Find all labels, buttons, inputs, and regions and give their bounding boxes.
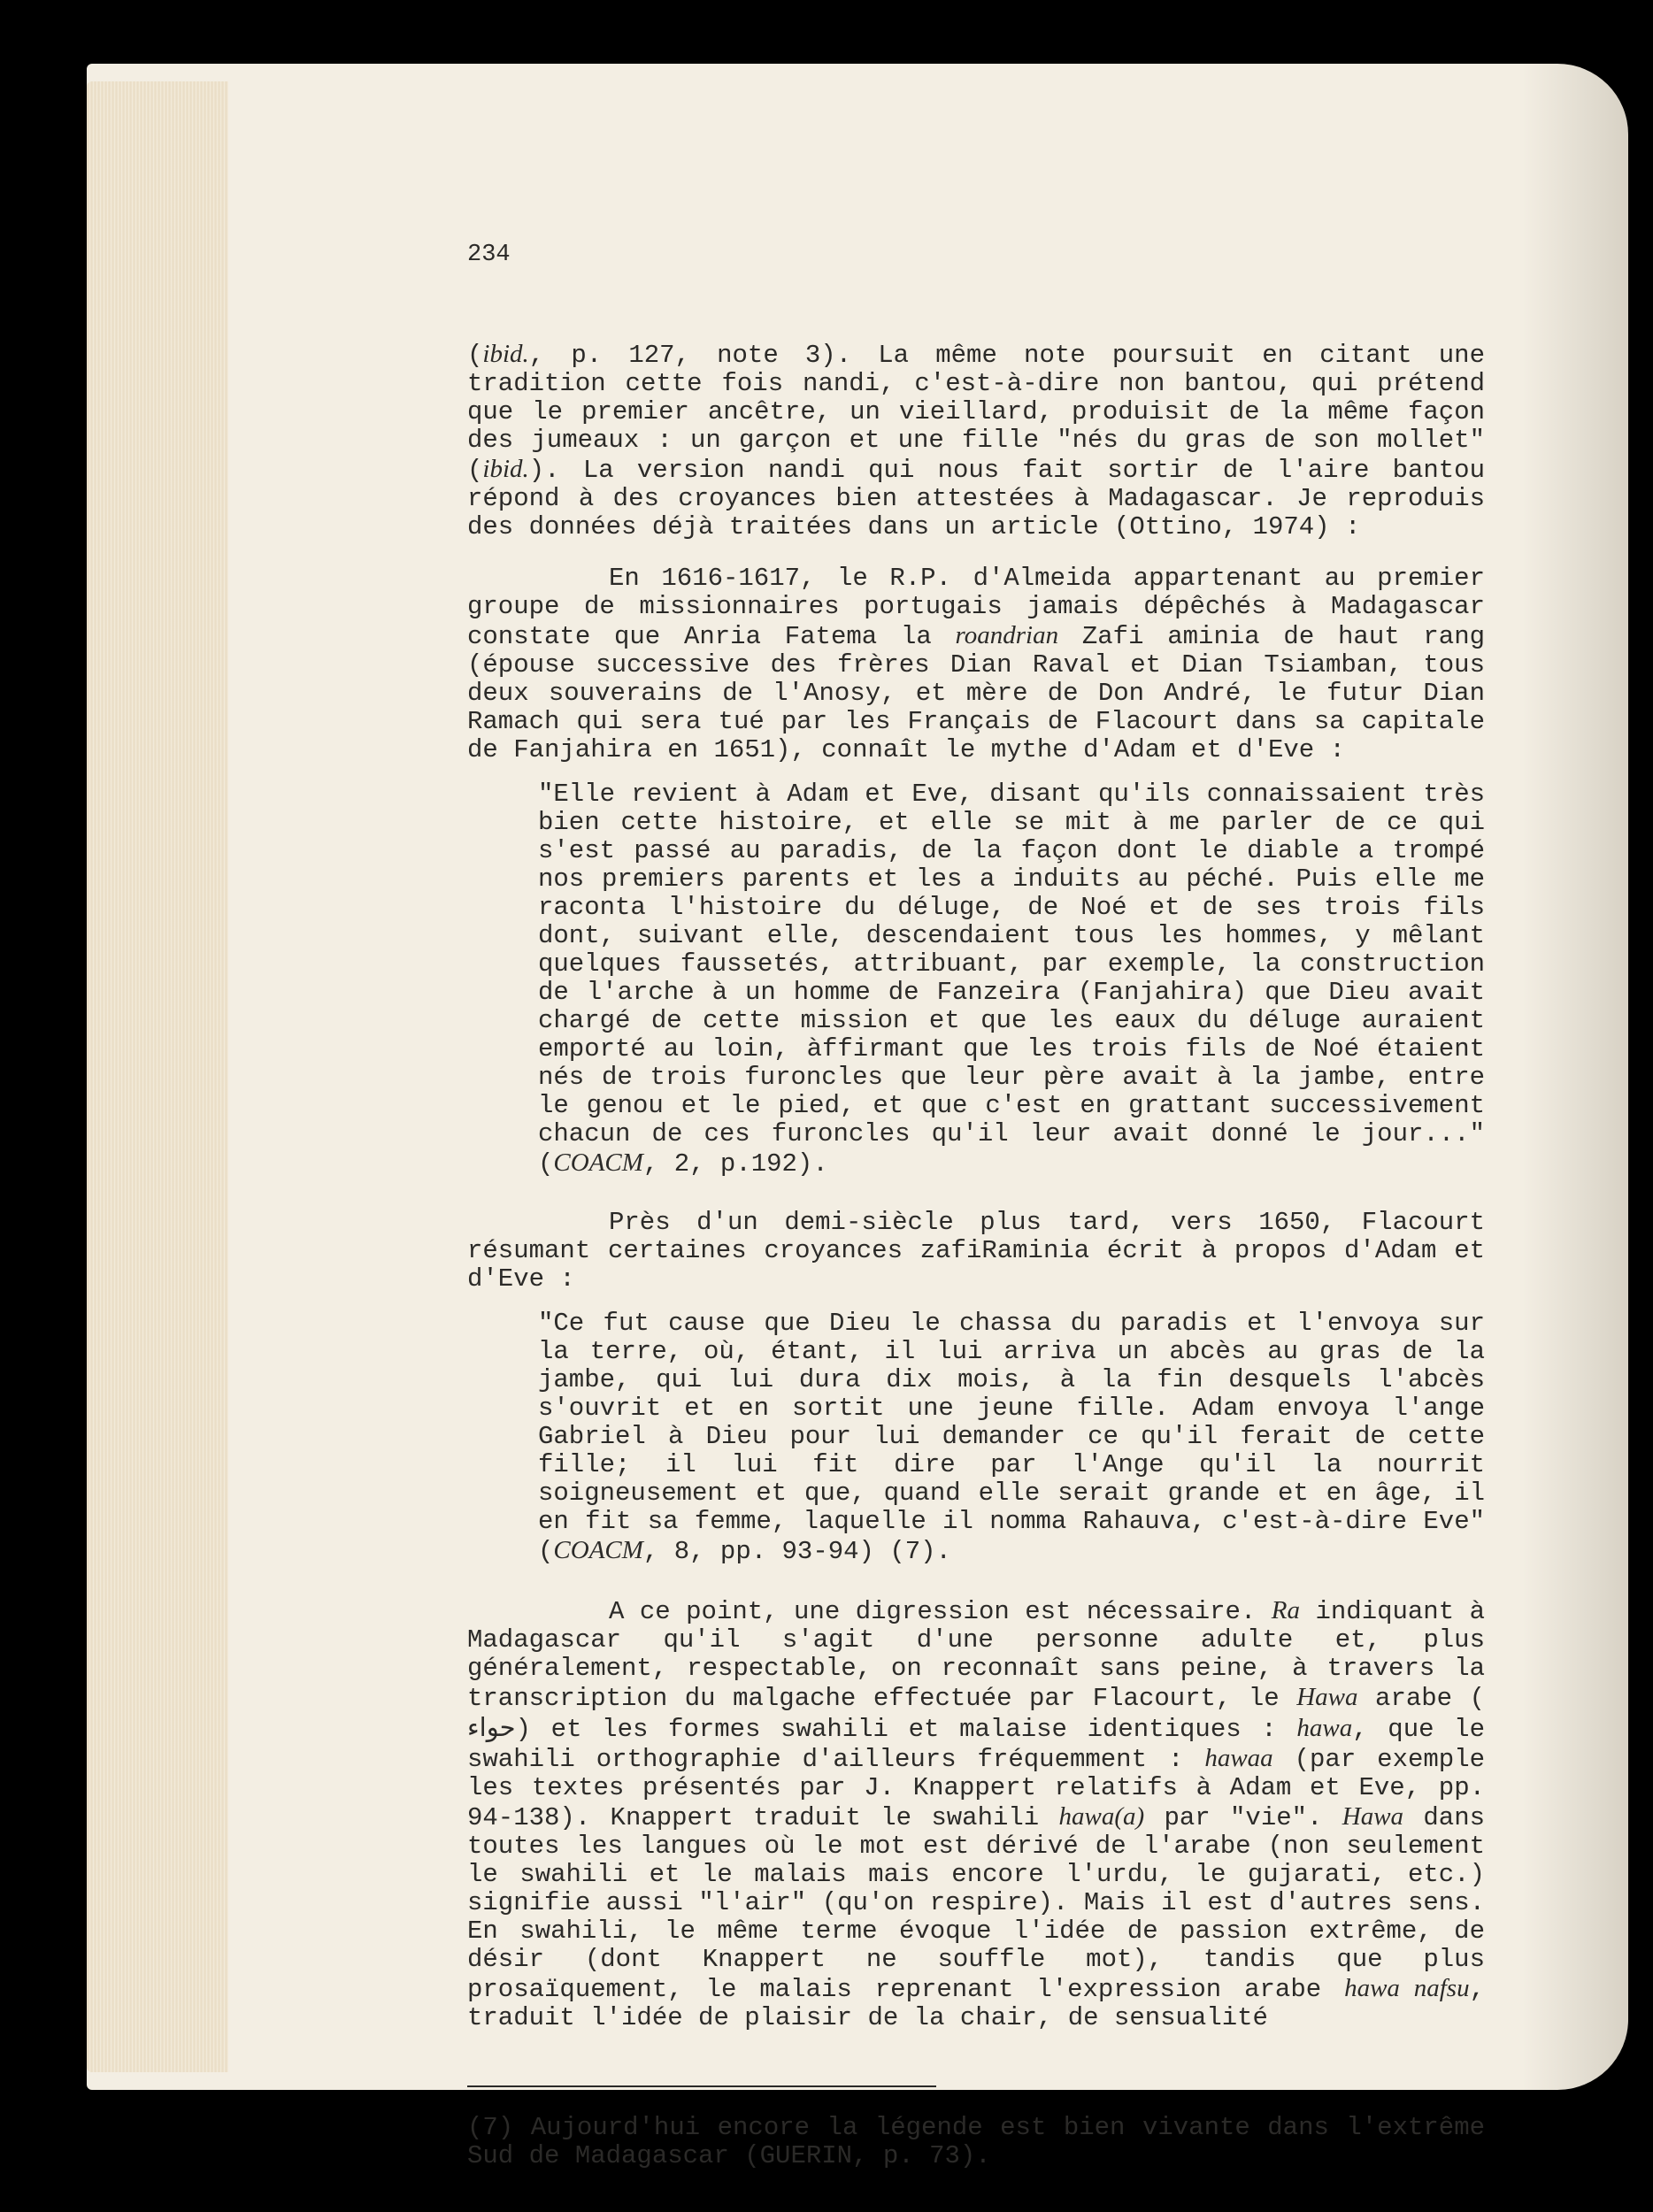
page-number: 234 xyxy=(467,242,511,268)
book-page xyxy=(87,64,1628,2170)
paragraph-4: A ce point, une digression est nécessaire. Ra indiquant à Madagascar qu'il s'agit d'une personne adulte et, plus généralement, respectable, on reconnaît sans peine, à travers la transcription du malgache effectuée par Flacourt, le Hawa arabe ( حواء) et les formes swahili et malaise identiques : hawa, que le swahili orthographie d'ailleurs fréquemment : hawaa (par exemple les textes présentés par J. Knappert relatifs à Adam et Eve, pp. 94-138). Knappert traduit le swahili hawa(a) par "vie". Hawa dans toutes les langues où le mot est dérivé de l'arabe (non seulement le swahili et le malais mais encore l'urdu, le gujarati, etc.) signifie aussi "l'air" (qu'on respire). Mais il est d'autres sens. En swahili, le même terme évoque l'idée de passion extrême, de désir (dont Knappert ne souffle mot), tandis que plus prosaïquement, le malais reprenant l'expression arabe hawa nafsu, traduit l'idée de plaisir de la chair, de sensualité xyxy=(467,1596,1486,2032)
quotation-2: "Ce fut cause que Dieu le chassa du paradis et l'envoya sur la terre, où, étant, il lui arriva un abcès au gras de la jambe, qui lui dura dix mois, à la fin desquels l'abcès s'ouvrit et en sortit une jeune fille. Adam envoya l'ange Gabriel à Dieu pour lui demander ce qu'il ferait de cette fille; il lui fit dire par l'Ange qu'il la nourrit soigneusement et que, quand elle serait grande et en âge, il en fit sa femme, laquelle il nomma Rahauva, c'est-à-dire Eve" (COACM, 8, pp. 93-94) (7). xyxy=(538,1309,1485,1566)
paragraph-2: En 1616-1617, le R.P. d'Almeida appartenant au premier groupe de missionnaires portugais jamais dépêchés à Madagascar constate que Anria Fatema la roandrian Zafi aminia de haut rang (épouse successive des frères Dian Raval et Dian Tsiamban, tous deux souverains de l'Anosy, et mère de Don André, le futur Dian Ramach qui sera tué par les Français de Flacourt dans sa capitale de Fanjahira en 1651), connaît le mythe d'Adam et d'Eve : xyxy=(467,564,1486,764)
footnote-7: (7) Aujourd'hui encore la légende est bien vivante dans l'extrême Sud de Madagascar (GUERIN, p. 73). xyxy=(467,2113,1485,2170)
page-text xyxy=(467,241,1485,2170)
quotation-1: "Elle revient à Adam et Eve, disant qu'ils connaissaient très bien cette histoire, et elle se mit à me parler de ce qui s'est passé au paradis, de la façon dont le diable a trompé nos premiers parents et les a induits au péché. Puis elle me raconta l'histoire du déluge, de Noé et de ses trois fils dont, suivant elle, descendaient tous les hommes, y mêlant quelques faussetés, attribuant, par exemple, la construction de l'arche à un homme de Fanzeira (Fanjahira) que Dieu avait chargé de cette mission et que les eaux du déluge auraient emporté au loin, àffirmant que les trois fils de Noé étaient nés de trois furoncles que leur père avait à la jambe, entre le genou et le pied, et que c'est en grattant successivement chacun de ces furoncles qu'il leur avait donné le jour..." (COACM, 2, p.192). xyxy=(538,780,1485,1179)
page-edges xyxy=(87,81,228,2072)
arabic-word: حواء xyxy=(467,1712,516,1742)
footnote-divider xyxy=(467,2085,936,2087)
paragraph-1: (ibid., p. 127, note 3). La même note poursuit en citant une tradition cette fois nandi, c'est-à-dire non bantou, qui prétend que le premier ancêtre, un vieillard, produisit de la même façon des jumeaux : un garçon et une fille "nés du gras de son mollet" (ibid.). La version nandi qui nous fait sortir de l'aire bantou répond à des croyances bien attestées à Madagascar. Je reproduis des données déjà traitées dans un article (Ottino, 1974) : xyxy=(467,340,1485,541)
paragraph-3: Près d'un demi-siècle plus tard, vers 1650, Flacourt résumant certaines croyances zafiRaminia écrit à propos d'Adam et d'Eve : xyxy=(467,1208,1485,1294)
page-curve-shadow xyxy=(1522,64,1628,2090)
